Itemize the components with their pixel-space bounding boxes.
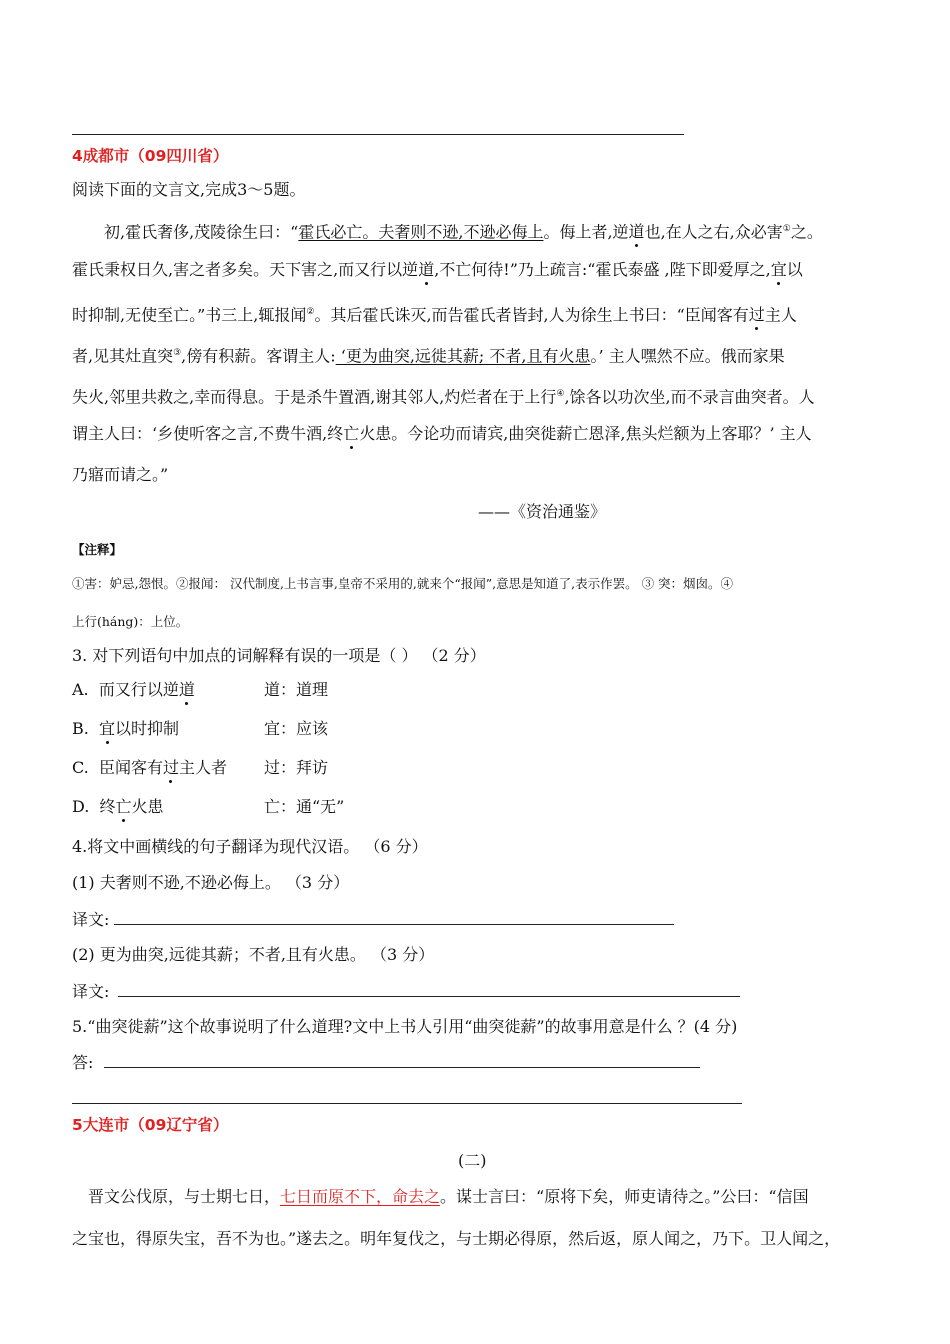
passage-line-1: 初,霍氏奢侈,茂陵徐生曰：“霍氏必亡。夫奢则不逊,不逊必侮上。侮上者,逆道也,在人之右,众必害①之。: [104, 222, 823, 242]
question-4-sub-2: (2) 更为曲突,远徙其薪；不者,且有火患。 （3 分）: [72, 945, 435, 964]
part-label: (二): [458, 1151, 487, 1170]
q3-option-a-meaning: 道：道理: [264, 680, 329, 699]
passage-line-4: 者,见其灶直突③,傍有积薪。客谓主人: ‘更为曲突,远徙其薪; 不者,且有火患。’ 主人嘿然不应。俄而家果: [72, 346, 785, 366]
notes-title: 【注释】: [72, 542, 123, 557]
section5-line-2: 之宝也，得原失宝，吾不为也。”遂去之。明年复伐之，与士期必得原，然后返，原人闻之，乃下。卫人闻之，: [72, 1229, 841, 1248]
passage-line-2: 霍氏秉权日久,害之者多矣。天下害之,而又行以逆道,不亡何待!”乃上疏言:“霍氏泰盛 ,陛下即爱厚之,宜以: [72, 260, 803, 279]
section5-line-1: 晋文公伐原，与士期七日，七日而原不下，命去之。谋士言曰：“原将下矣，师吏请待之。”公曰：“信国: [88, 1187, 809, 1206]
question-5-stem: 5.“曲突徙薪”这个故事说明了什么道理?文中上书人引用“曲突徙薪”的故事用意是什么 ？(4 分): [72, 1017, 738, 1036]
q3-option-b: B. 宜以时抑制: [72, 719, 180, 738]
q3-option-c: C. 臣闻客有过主人者: [72, 758, 227, 777]
instruction: 阅读下面的文言文,完成3～5题。: [72, 180, 306, 199]
q3-option-d-meaning: 亡：通“无”: [264, 797, 345, 816]
notes-line-1: ①害：妒忌,怨恨。②报闻： 汉代制度,上书言事,皇帝不采用的,就来个“报闻”,意思是知道了,表示作罢。 ③ 突：烟囱。④: [72, 576, 734, 591]
underlined-sentence-2: ‘更为曲突,远徙其薪; 不者,且有火患: [335, 346, 591, 366]
answer-line[interactable]: [104, 1053, 700, 1068]
section-divider: [72, 1103, 742, 1104]
passage-line-5: 失火,邻里共救之,幸而得息。于是杀牛置酒,谢其邻人,灼烂者在于上行④,馀各以功次坐,而不录言曲突者。人: [72, 387, 815, 407]
passage-line-6: 谓主人曰：‘乡使听客之言,不费牛酒,终亡火患。今论功而请宾,曲突徙薪亡恩泽,焦头烂额为上客耶？’ 主人: [72, 424, 812, 443]
dotted-char: 道: [628, 222, 645, 242]
q3-option-d: D. 终亡火患: [72, 797, 164, 816]
question-4-sub-1: (1) 夫奢则不逊,不逊必侮上。 （3 分）: [72, 873, 350, 892]
dotted-char: 道: [418, 260, 435, 279]
underlined-sentence-red: 七日而原不下，命去之: [280, 1187, 441, 1206]
question-4-stem: 4.将文中画横线的句子翻译为现代汉语。 （6 分）: [72, 837, 428, 856]
section-title-4: 4成都市（09四川省）: [72, 147, 229, 165]
answer-label: 答:: [72, 1053, 94, 1072]
passage-line-3: 时抑制,无使至亡。”书三上,辄报闻②。其后霍氏诛灭,而告霍氏者皆封,人为徐生上书曰：“臣闻客有过主人: [72, 305, 797, 325]
notes-line-2: 上行(háng)：上位。: [72, 614, 189, 629]
underlined-sentence-1: 霍氏必亡。夫奢则不逊,不逊必侮上: [298, 222, 544, 242]
dotted-char: 宜: [770, 260, 787, 279]
translation-label-2: 译文:: [72, 982, 110, 1001]
dotted-char: 亡: [343, 424, 360, 443]
q3-option-b-meaning: 宜：应该: [264, 719, 329, 738]
translation-answer-line-2[interactable]: [118, 982, 740, 997]
translation-label-1: 译文:: [72, 910, 110, 929]
dotted-char: 过: [748, 305, 765, 325]
question-3-stem: 3. 对下列语句中加点的词解释有误的一项是（ ） （2 分）: [72, 646, 486, 665]
q3-option-c-meaning: 过：拜访: [264, 758, 329, 777]
passage-line-7: 乃寤而请之。”: [72, 465, 169, 484]
q3-option-a: A. 而又行以逆道: [72, 680, 195, 699]
translation-answer-line-1[interactable]: [114, 910, 674, 925]
section-title-5: 5大连市（09辽宁省）: [72, 1116, 229, 1134]
passage-source: ——《资治通鉴》: [478, 502, 607, 521]
top-divider: [72, 134, 684, 135]
